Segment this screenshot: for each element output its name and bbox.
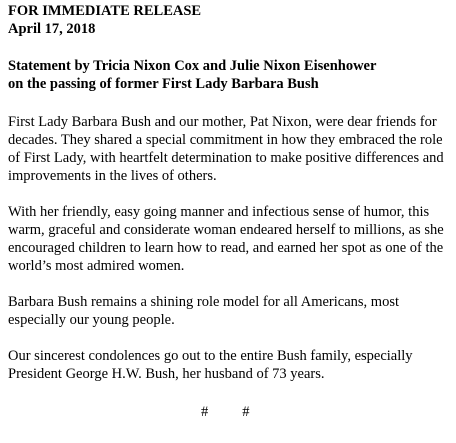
end-mark-2: # <box>242 404 250 420</box>
end-mark-1: # <box>201 404 209 420</box>
end-of-release-marks <box>8 403 448 421</box>
paragraph-4: Our sincerest condolences go out to the entire Bush family, especially President George H.W. Bush, her husband of 73 years. <box>8 348 413 382</box>
release-label: FOR IMMEDIATE RELEASE <box>8 3 202 19</box>
statement-heading <box>8 57 448 93</box>
paragraph-1: First Lady Barbara Bush and our mother, Pat Nixon, were dear friends for decades. They shared a special commitment in how they embraced the role of First Lady, with heartfelt determination to make positive differences and improvements in the lives of others. <box>8 114 444 184</box>
paragraph-3: Barbara Bush remains a shining role model for all Americans, most especially our young people. <box>8 294 400 328</box>
release-date: April 17, 2018 <box>8 21 96 37</box>
statement-title-line-1: Statement by Tricia Nixon Cox and Julie Nixon Eisenhower <box>8 58 377 74</box>
statement-title-line-2: on the passing of former First Lady Barbara Bush <box>8 76 319 92</box>
paragraph-2: With her friendly, easy going manner and infectious sense of humor, this warm, graceful and considerate woman endeared herself to millions, as she encouraged children to learn how to read, and earned her spot as one of the world’s most admired women. <box>8 204 444 274</box>
